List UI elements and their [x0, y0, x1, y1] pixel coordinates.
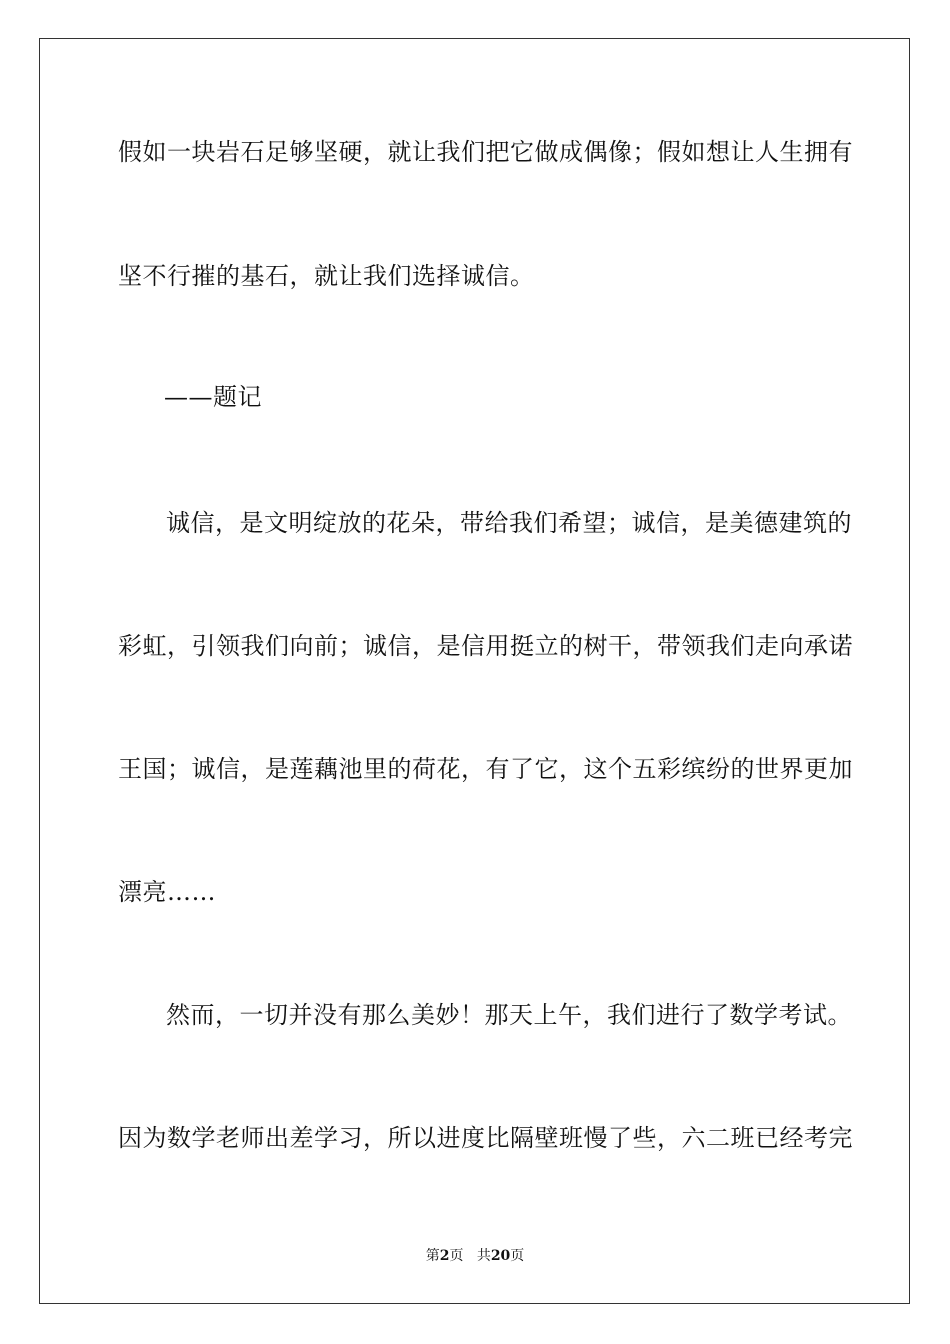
- body-line-4: 彩虹，引领我们向前；诚信，是信用挺立的树干，带领我们走向承诺: [118, 632, 853, 660]
- page-footer: [0, 1247, 950, 1265]
- body-line-2: 坚不行摧的基石，就让我们选择诚信。: [118, 262, 535, 290]
- body-line-8: 因为数学老师出差学习，所以进度比隔壁班慢了些，六二班已经考完: [118, 1124, 853, 1152]
- footer-total-number: 20: [490, 1248, 511, 1264]
- body-line-1: 假如一块岩石足够坚硬，就让我们把它做成偶像；假如想让人生拥有: [118, 138, 853, 166]
- epigraph-attribution: ——题记: [164, 383, 262, 411]
- page-border: [39, 38, 910, 1304]
- footer-page-suffix: 页: [449, 1248, 464, 1264]
- footer-total-suffix: 页: [510, 1248, 525, 1264]
- footer-page-number: 2: [439, 1248, 450, 1264]
- body-line-3: 诚信，是文明绽放的花朵，带给我们希望；诚信，是美德建筑的: [166, 509, 852, 537]
- body-line-7: 然而，一切并没有那么美妙！那天上午，我们进行了数学考试。: [166, 1001, 852, 1029]
- footer-total-prefix: 共: [476, 1248, 491, 1264]
- footer-page-prefix: 第: [425, 1248, 440, 1264]
- body-line-6: 漂亮……: [118, 878, 216, 906]
- body-line-5: 王国；诚信，是莲藕池里的荷花，有了它，这个五彩缤纷的世界更加: [118, 755, 853, 783]
